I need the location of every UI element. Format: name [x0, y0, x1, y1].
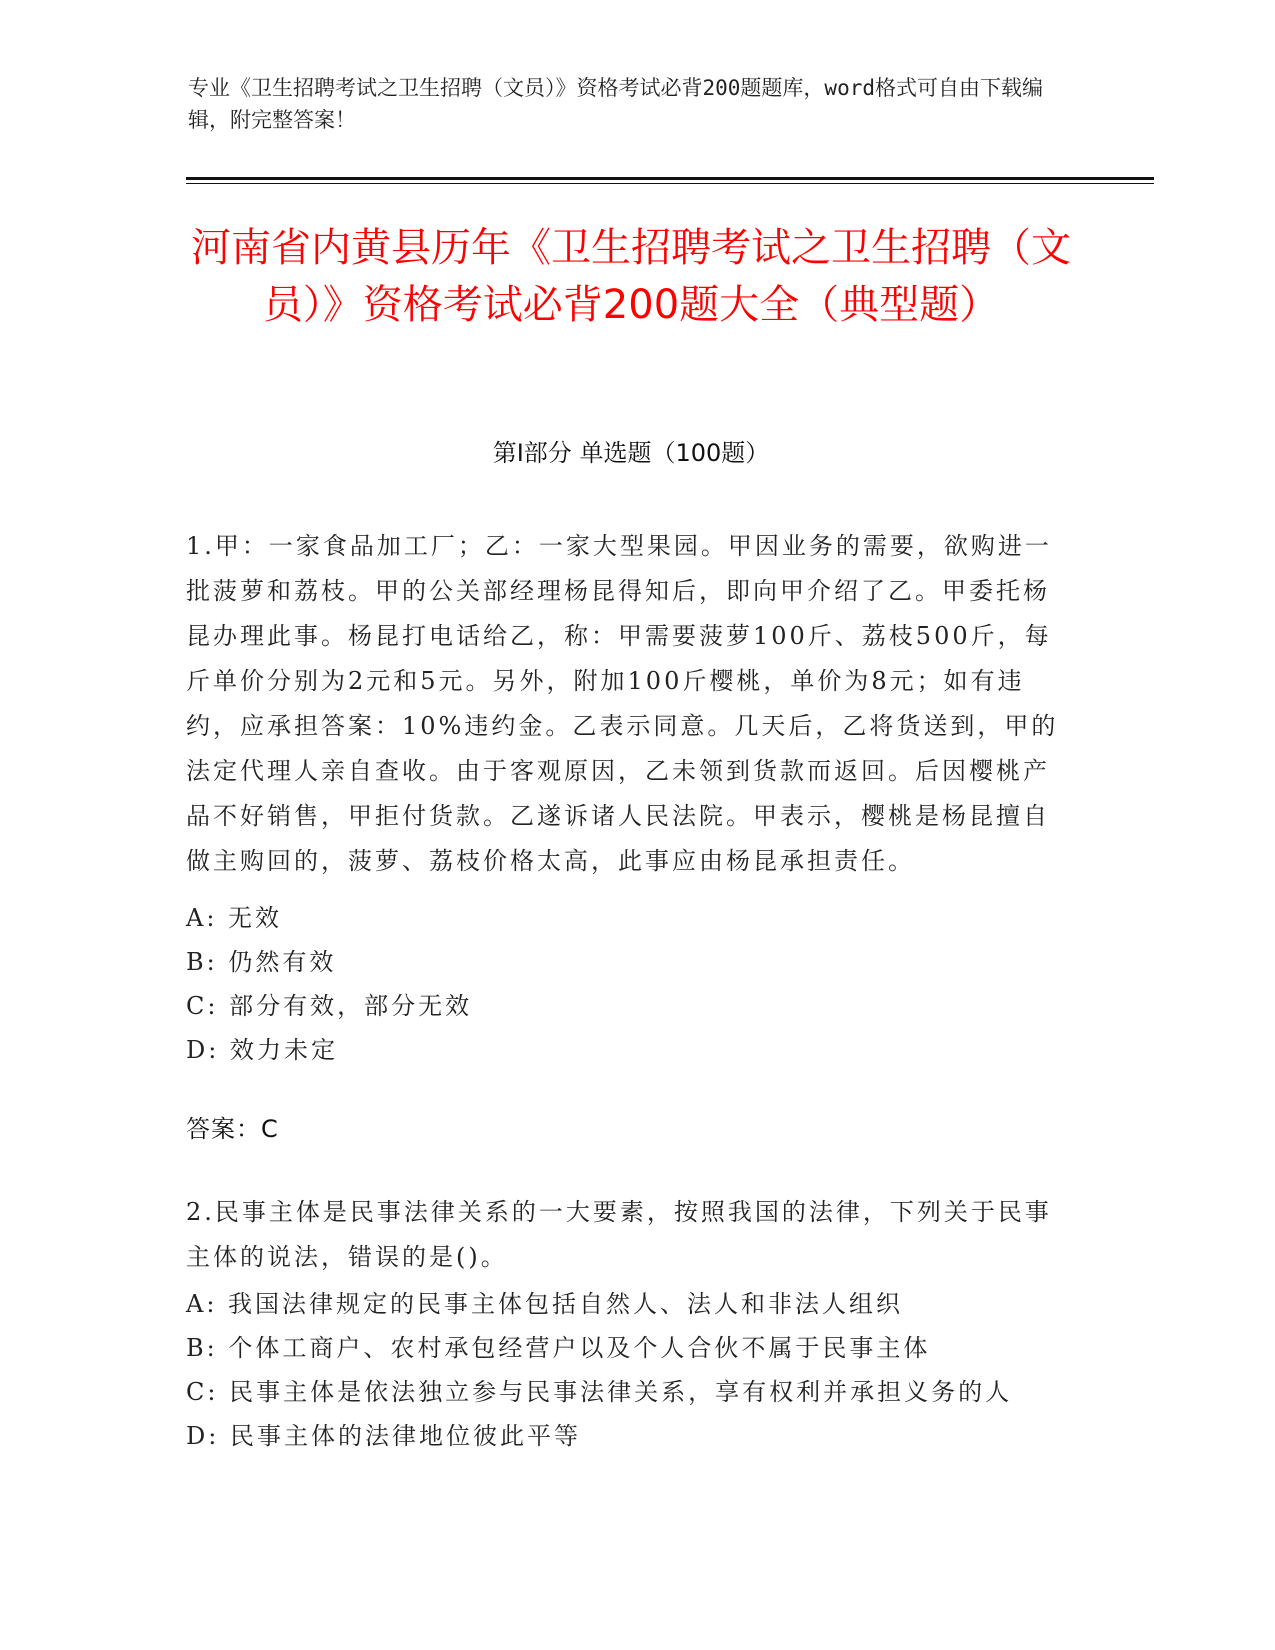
header-rule-thin — [186, 183, 1154, 184]
question-2-option-b: B: 个体工商户、农村承包经营户以及个人合伙不属于民事主体 — [186, 1334, 931, 1362]
question-1-answer: 答案：C — [186, 1115, 279, 1143]
question-1-option-d: D: 效力未定 — [186, 1036, 338, 1064]
document-title: 河南省内黄县历年《卫生招聘考试之卫生招聘（文员）》资格考试必背200题大全（典型题） — [191, 225, 1071, 328]
header-rule — [186, 177, 1154, 180]
question-2-option-c: C: 民事主体是依法独立参与民事法律关系，享有权利并承担义务的人 — [186, 1378, 1013, 1406]
question-2-option-d: D: 民事主体的法律地位彼此平等 — [186, 1422, 581, 1450]
header-note: 专业《卫生招聘考试之卫生招聘（文员）》资格考试必背200题题库，word格式可自由下载编辑，附完整答案！ — [188, 76, 1043, 132]
question-1-option-c: C: 部分有效，部分无效 — [186, 992, 473, 1020]
question-2-stem: 2.民事主体是民事法律关系的一大要素，按照我国的法律，下列关于民事主体的说法，错误的是()。 — [186, 1198, 1052, 1271]
section-heading: 第I部分 单选题（100题） — [492, 439, 770, 467]
question-1-option-b: B: 仍然有效 — [186, 948, 337, 976]
question-2-option-a: A: 我国法律规定的民事主体包括自然人、法人和非法人组织 — [186, 1290, 904, 1318]
question-1-option-a: A: 无效 — [186, 904, 283, 932]
question-1-stem: 1.甲：一家食品加工厂；乙：一家大型果园。甲因业务的需要，欲购进一批菠萝和荔枝。甲的公关部经理杨昆得知后，即向甲介绍了乙。甲委托杨昆办理此事。杨昆打电话给乙，称：甲需要菠萝100斤、荔枝500斤，每斤单价分别为2元和5元。另外，附加100斤樱桃，单价为8元；如有违约，应承担答案：10%违约金。乙表示同意。几天后，乙将货送到，甲的法定代理人亲自查收。由于客观原因，乙未领到货款而返回。后因樱桃产品不好销售，甲拒付货款。乙遂诉诸人民法院。甲表示，樱桃是杨昆擅自做主购回的，菠萝、荔枝价格太高，此事应由杨昆承担责任。 — [186, 532, 1059, 875]
